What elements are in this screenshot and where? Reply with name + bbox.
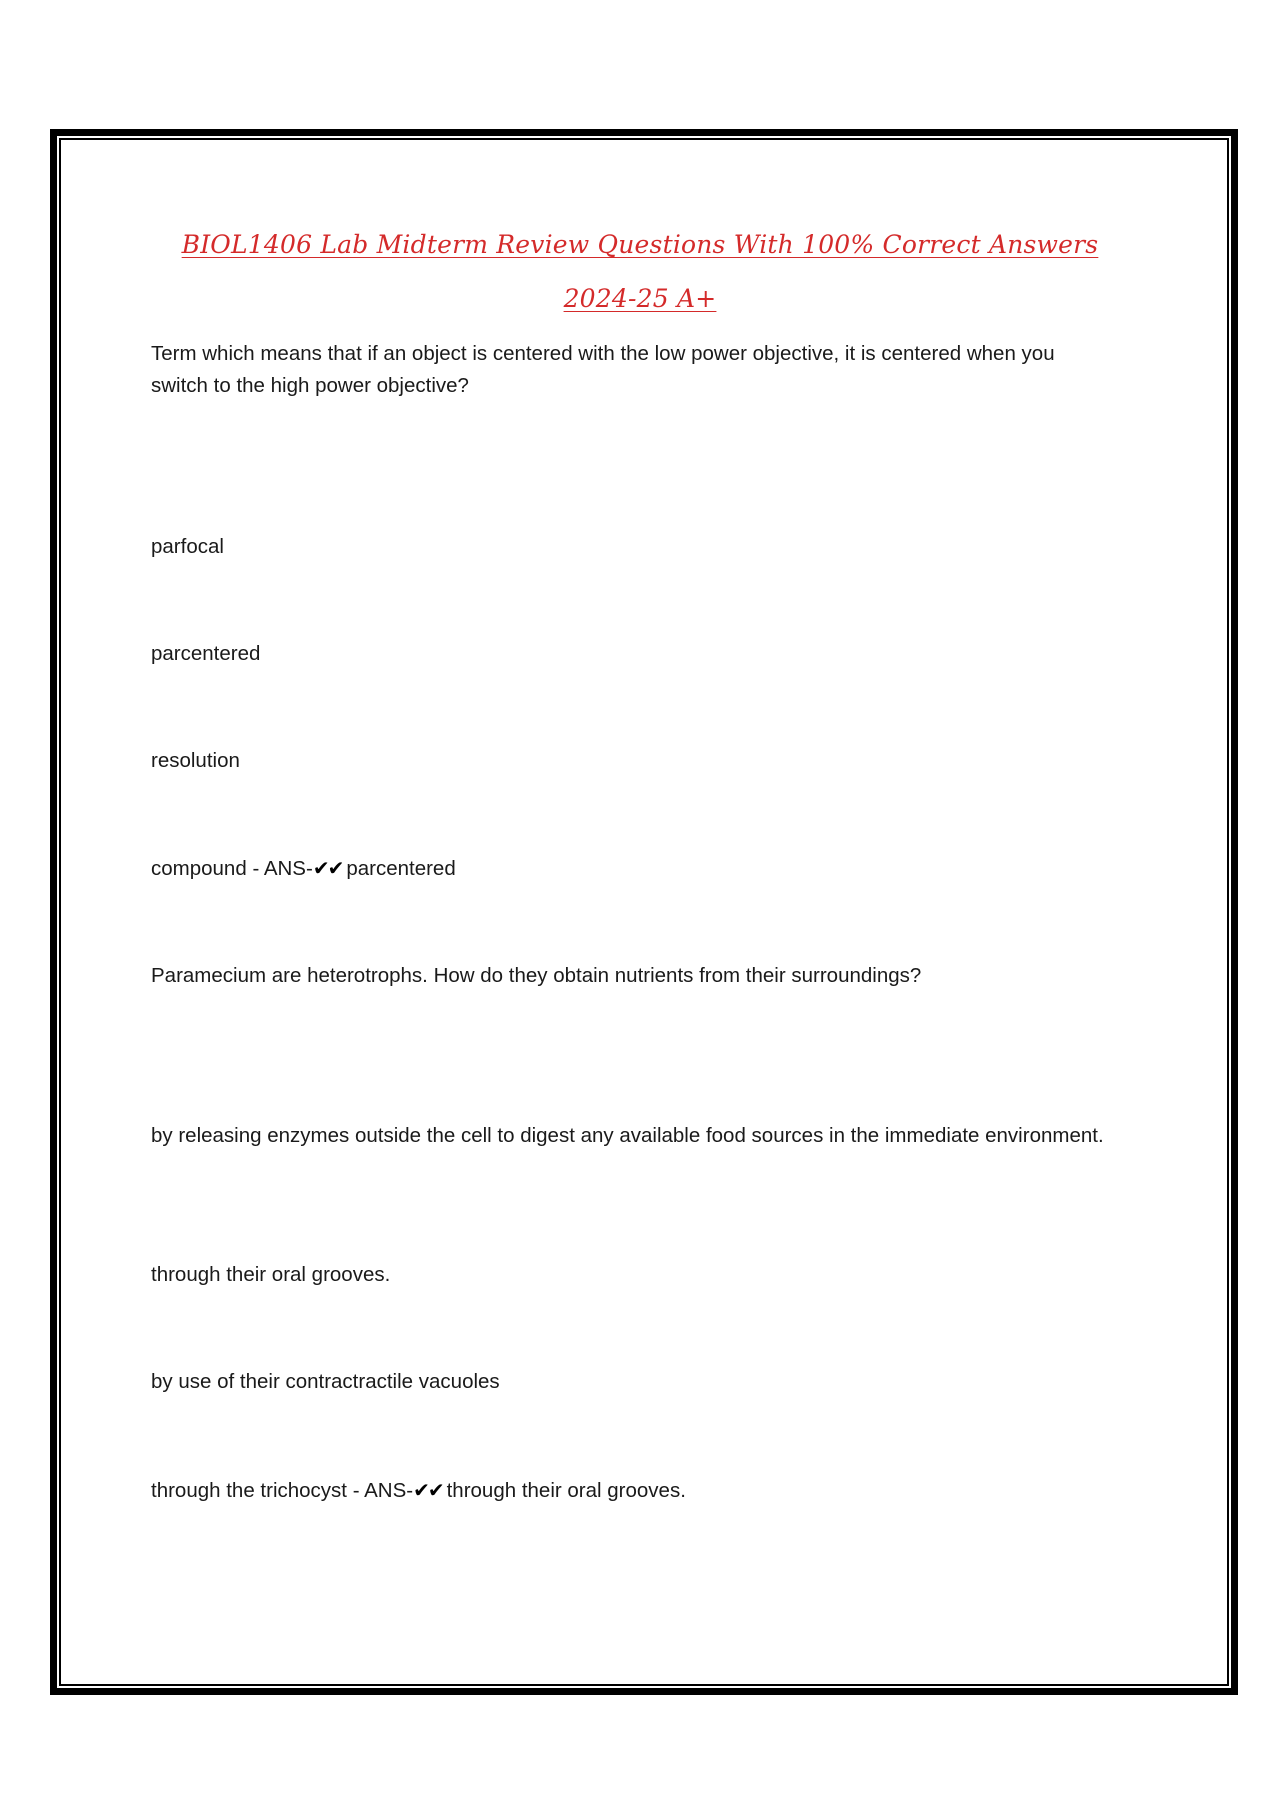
answer-option: compound: [151, 857, 247, 880]
answer-prefix: - ANS-: [352, 1479, 414, 1502]
question-text: Paramecium are heterotrophs. How do they obtain nutrients from their surroundings?: [151, 964, 922, 987]
answer-option: resolution: [151, 749, 240, 772]
answer-option: through the trichocyst: [151, 1479, 347, 1502]
document-subtitle: 2024-25 A+: [563, 284, 717, 313]
answer-prefix: - ANS-: [252, 857, 313, 880]
answer-option-with-answer: [151, 852, 1111, 885]
correct-answer: parcentered: [346, 857, 456, 880]
answer-option: parfocal: [151, 535, 224, 558]
answer-option-with-answer: [151, 1474, 1111, 1507]
correct-answer: through their oral grooves.: [446, 1479, 686, 1502]
answer-option: by use of their contractractile vacuoles: [151, 1370, 500, 1393]
checkmark-icon: ✔✔: [413, 1478, 443, 1502]
question-text: Term which means that if an object is centered with the low power objective, it is centered when you switch to the high power objective?: [151, 342, 1055, 397]
document-title: BIOL1406 Lab Midterm Review Questions With 100% Correct Answers: [181, 230, 1099, 259]
answer-option: through their oral grooves.: [151, 1263, 391, 1286]
checkmark-icon: ✔✔: [312, 856, 343, 880]
answer-option: by releasing enzymes outside the cell to digest any available food sources in the immediate environment.: [151, 1124, 1104, 1147]
answer-option: parcentered: [151, 642, 261, 665]
